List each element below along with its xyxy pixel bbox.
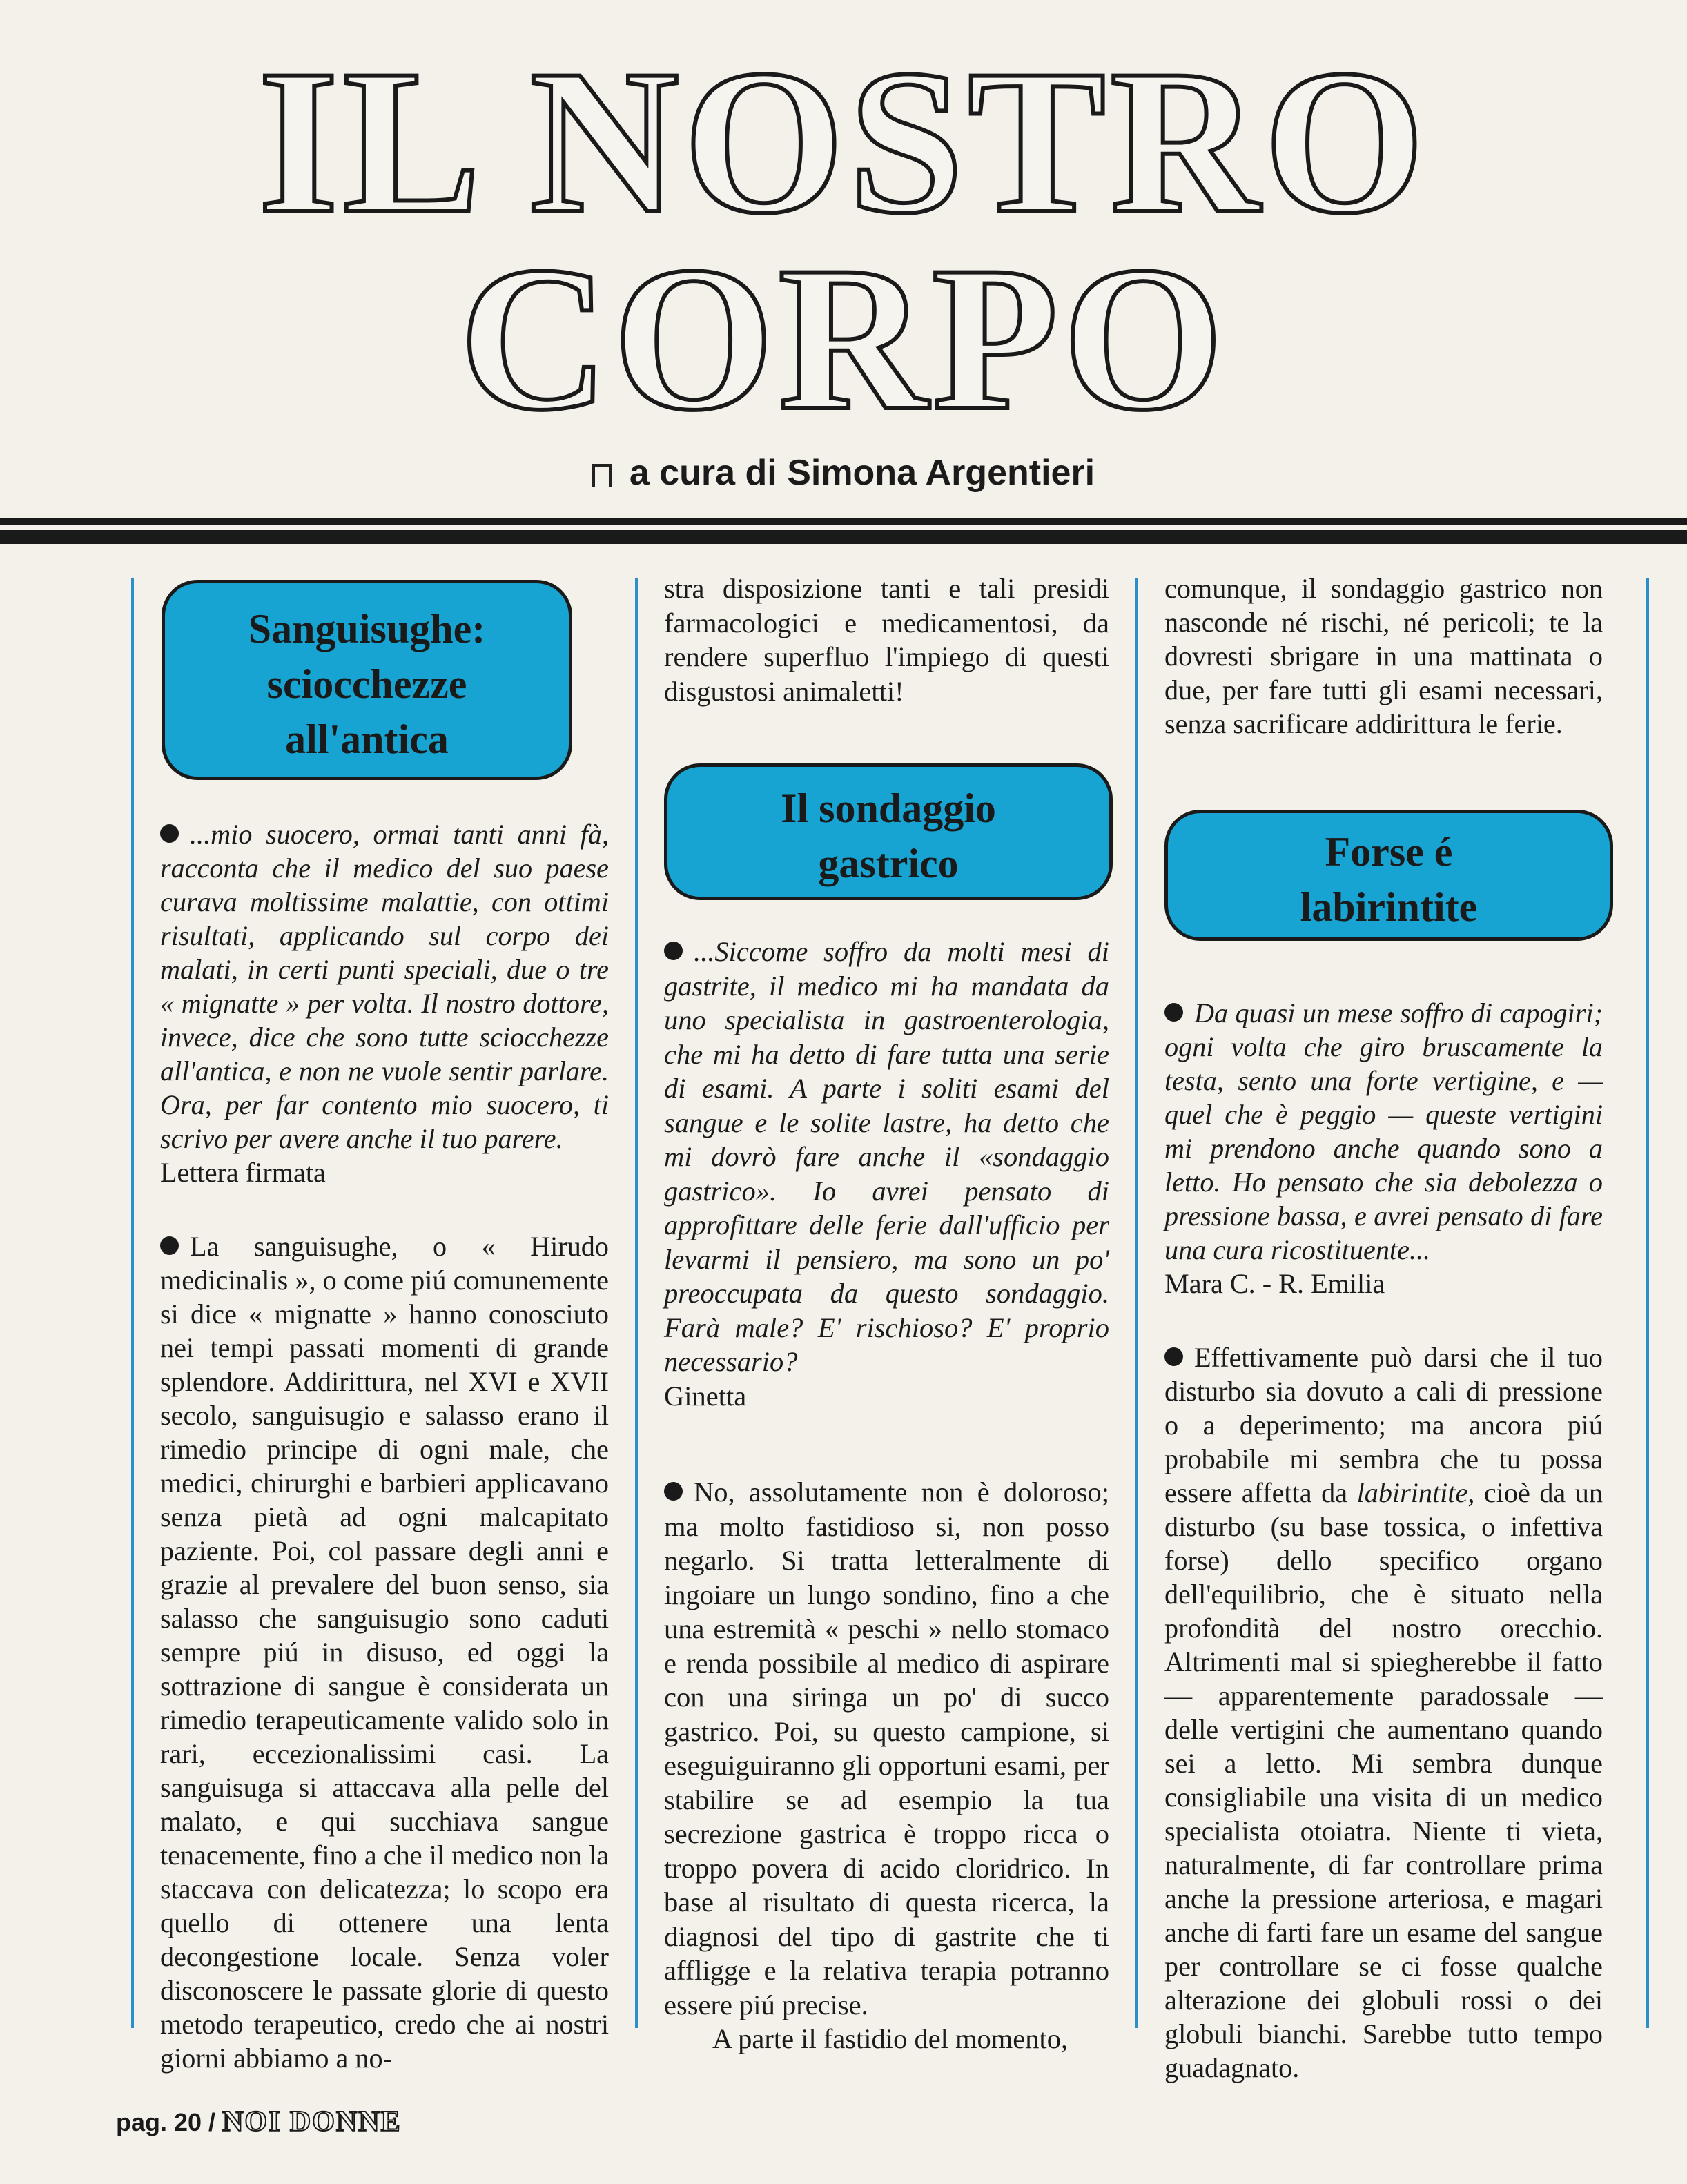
heading-line: labirintite <box>1300 884 1478 930</box>
answer-3-text-a: Effettivamente può darsi che il tuo disturbo sia dovuto a cali di pressione o a deperimento; ma ancora piú probabile mi sembra che tu possa essere affetta da <box>1164 1342 1603 1508</box>
byline-text: a cura di Simona Argentieri <box>629 453 1095 493</box>
continuation-1: stra disposizione tanti e tali presidi farmacologici e medicamentosi, da rendere superfluo l'impiego di questi disgustosi animaletti! <box>664 573 1109 707</box>
column-3 <box>1164 572 1603 2085</box>
heading-sanguisughe <box>162 580 572 780</box>
page-label: pag. 20 / <box>116 2108 216 2136</box>
column-2 <box>664 572 1109 2056</box>
signature-3: Mara C. - R. Emilia <box>1164 1268 1385 1299</box>
heading-line: all'antica <box>285 716 449 762</box>
letter-2 <box>664 935 1109 1379</box>
heading-line: Sanguisughe: <box>248 606 486 652</box>
answer-1 <box>160 1229 609 2075</box>
title-line-2: CORPO <box>459 224 1228 453</box>
column-rule-left <box>131 578 134 2028</box>
header-rule-bottom <box>0 530 1687 544</box>
heading-line: Forse é <box>1325 829 1453 875</box>
title-line-1: IL NOSTRO <box>257 27 1430 256</box>
column-rule-1 <box>635 578 638 2028</box>
answer-3-emphasis: labirintite <box>1356 1477 1468 1508</box>
column-rule-right <box>1646 578 1649 2028</box>
page-footer <box>116 2105 402 2138</box>
heading-line: Il sondaggio <box>781 786 996 831</box>
bullet-icon <box>1164 1347 1183 1366</box>
byline <box>0 452 1687 494</box>
heading-sondaggio <box>664 763 1113 900</box>
answer-2-text: No, assolutamente non è doloroso; ma molto fastidioso si, non posso negarlo. Si tratta letteralmente di ingoiare un lungo sondino, fino a che una estremità « peschi » nello stomaco e renda possibile al medico di aspirare con una siringa un po' di succo gastrico. Poi, su questo campione, si eseguiguiranno gli opportuni esami, per stabilire se ad esempio la tua secrezione gastrica è troppo ricca o troppo povera di acido cloridrico. In base al risultato di questa ricerca, la diagnosi del tipo di gastrite che ti affligge e la relativa terapia potranno essere piú precise. <box>664 1476 1109 2020</box>
bullet-icon <box>1164 1003 1183 1022</box>
heading-labirintite <box>1164 810 1613 941</box>
letter-1 <box>160 817 609 1156</box>
heading-line: sciocchezze <box>266 661 467 707</box>
continuation-2: comunque, il sondaggio gastrico non nasconde né rischi, né pericoli; te la dovresti sbrigare in una mattinata o due, per fare tutti gli esami necessari, senza sacrificare addirittura le ferie. <box>1164 573 1603 739</box>
bullet-icon <box>664 942 683 960</box>
answer-3 <box>1164 1340 1603 2085</box>
magazine-name: NOI DONNE <box>222 2106 402 2138</box>
column-rule-2 <box>1135 578 1138 2028</box>
heading-line: gastrico <box>818 841 959 886</box>
answer-2 <box>664 1475 1109 2022</box>
column-1 <box>160 572 609 2075</box>
answer-2-continued: A parte il fastidio del momento, <box>712 2023 1069 2054</box>
answer-3-text-b: , cioè da un disturbo (su base tossica, o infettiva forse) dello specifico organo dell'equilibrio, che è situato nella profondità del nostro orecchio. Altrimenti mal si spiegherebbe il fatto — apparentemente paradossale — delle vertigini che aumentano quando sei a letto. Mi sembra dunque consigliabile una visita di un medico specialista otoiatra. Niente ti vieta, naturalmente, di far controllare prima anche la pressione arteriosa, e magari anche di farti fare un esame del sangue per controllare se ci fosse qualche alterazione dei globuli rossi o dei globuli bianchi. Sarebbe tutto tempo guadagnato. <box>1164 1477 1603 2083</box>
letter-3-text: Da quasi un mese soffro di capogiri; ogni volta che giro bruscamente la testa, sento una forte vertigine, e — quel che è peggio — queste vertigini mi prendono anche quando sono a letto. Ho pensato che sia debolezza o pressione bassa, e avrei pensato di fare una cura ricostituente... <box>1164 997 1603 1265</box>
signature-2: Ginetta <box>664 1380 747 1412</box>
bullet-icon <box>160 1236 179 1255</box>
letter-1-text: ...mio suocero, ormai tanti anni fà, racconta che il medico del suo paese curava moltissime malattie, con ottimi risultati, applicando sul corpo dei malati, in certi punti speciali, due o tre « mignatte » per volta. Il nostro dottore, invece, dice che sono tutte sciocchezze all'antica, e non ne vuole sentir parlare. Ora, per far contento mio suocero, ti scrivo per avere anche il tuo parere. <box>160 819 609 1154</box>
signature-1: Lettera firmata <box>160 1157 326 1188</box>
answer-1-text: La sanguisughe, o « Hirudo medicinalis », o come piú comunemente si dice « mignatte » hanno conosciuto nei tempi passati momenti di grande splendore. Addirittura, nel XVI e XVII secolo, sanguisugio e salasso erano il rimedio principe di ogni male, che medici, chirurghi e barbieri applicavano senza pietà ad ogni malcapitato paziente. Poi, col passare degli anni e grazie al prevalere del buon senso, sia salasso che sanguisugio sono caduti sempre piú in disuso, ed oggi la sottrazione di sangue è considerata un rimedio terapeuticamente valido solo in rari, eccezionalissimi casi. La sanguisuga si attaccava alla pelle del malato, e qui succhiava sangue tenacemente, fino a che il medico non la staccava con delicatezza; lo scopo era quello di ottenere una lenta decongestione locale. Senza voler disconoscere le passate glorie di questo metodo terapeutico, credo che ai nostri giorni abbiamo a no- <box>160 1231 609 2074</box>
square-bullet-icon <box>592 464 612 487</box>
letter-3 <box>1164 996 1603 1267</box>
letter-2-text: ...Siccome soffro da molti mesi di gastrite, il medico mi ha mandata da uno specialista in gastroenterologia, che mi ha detto di fare tutta una serie di esami. A parte i soliti esami del sangue e le solite lastre, ha detto che mi dovrò fare anche il «sondaggio gastrico». Io avrei pensato di approfittare delle ferie dall'ufficio per levarmi il pensiero, ma sono un po' preoccupata da questo sondaggio. Farà male? E' rischioso? E' proprio necessario? <box>664 936 1109 1377</box>
bullet-icon <box>664 1482 683 1501</box>
bullet-icon <box>160 824 179 843</box>
header-rule-top <box>0 518 1687 525</box>
